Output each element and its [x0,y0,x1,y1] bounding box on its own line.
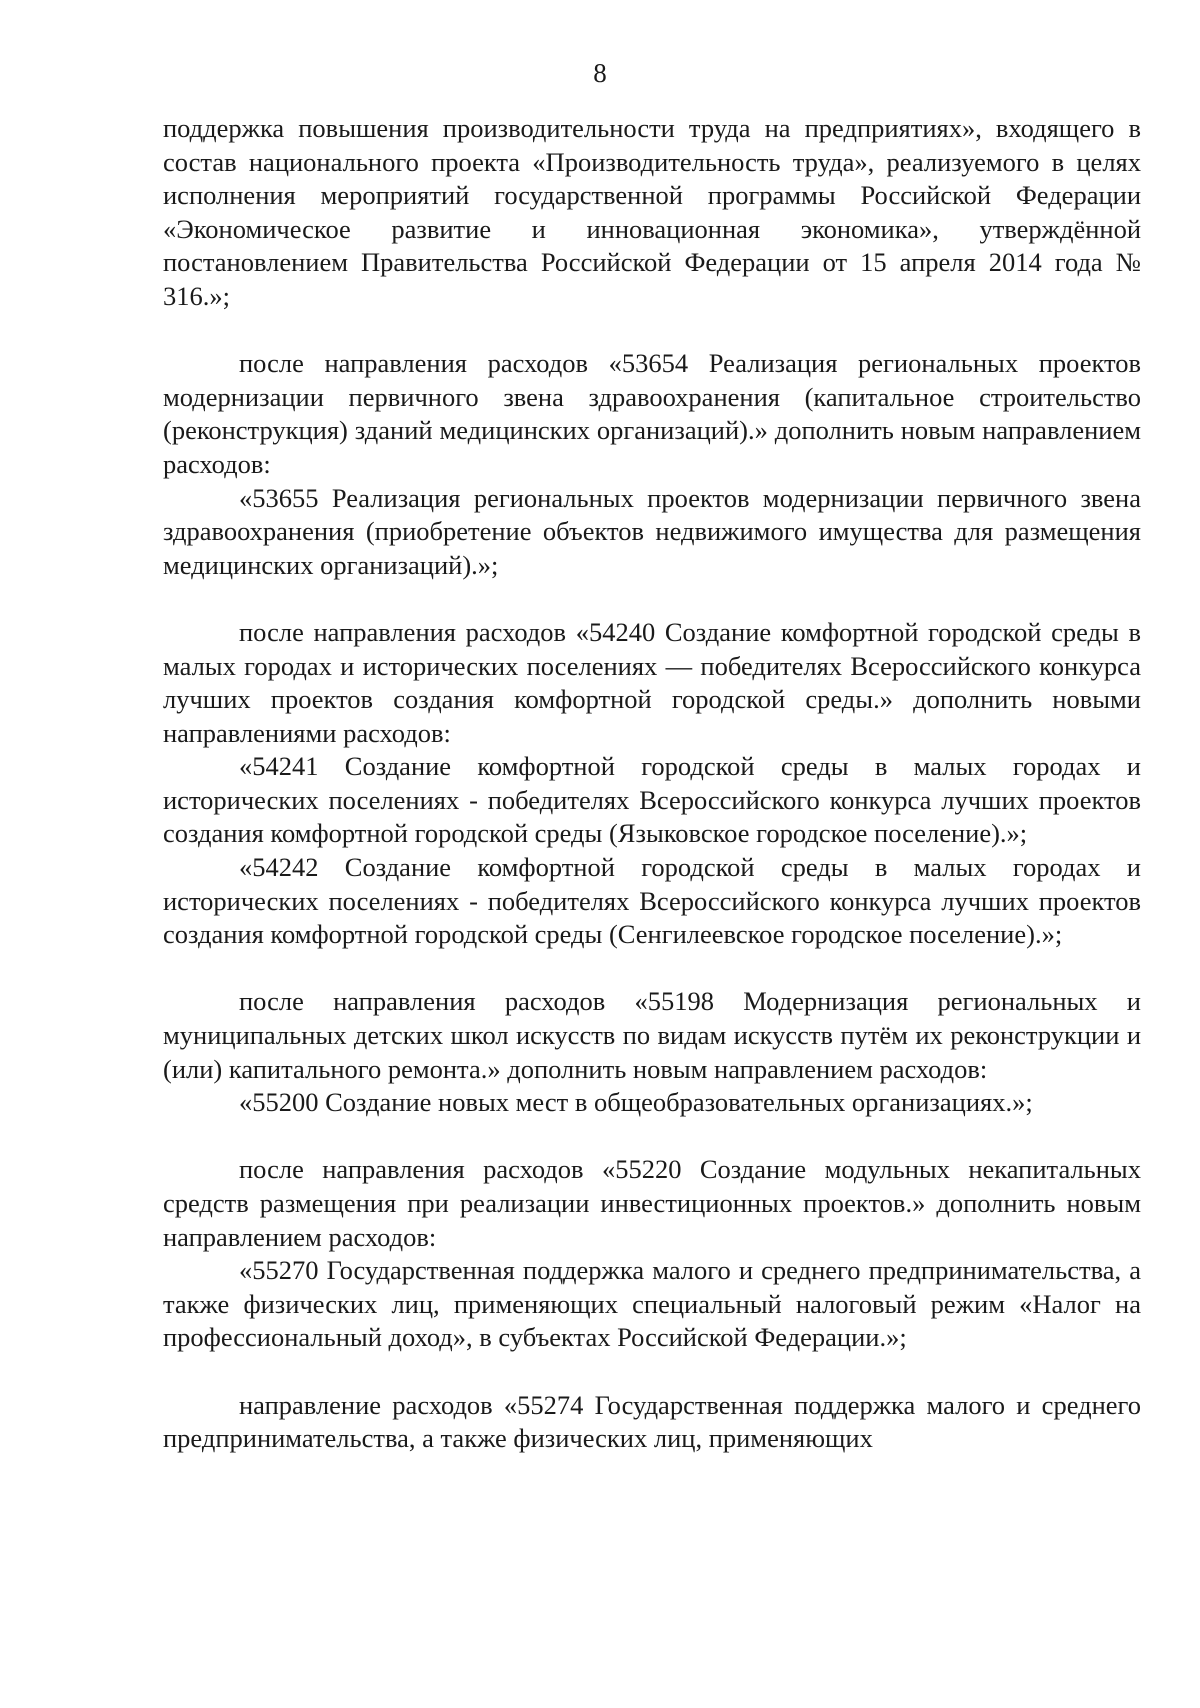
paragraph-amendment-54240: после направления расходов «54240 Создание комфортной городской среды в малых городах и исторических поселениях — победителях Всероссийского конкурса лучших проектов создания комфортной городской среды.» дополнить новыми направлениями расходов: [163,616,1141,748]
paragraph-continuation: поддержка повышения производительности труда на предприятиях», входящего в состав национального проекта «Производительность труда», реализуемого в целях исполнения мероприятий государственной программы Российской Федерации «Экономическое развитие и инновационная экономика», утверждённой постановлением Правительства Российской Федерации от 15 апреля 2014 года № 316.»; [163,113,1141,311]
paragraph-amendment-53654: после направления расходов «53654 Реализация региональных проектов модернизации первичного звена здравоохранения (капитальное строительство (реконструкция) зданий медицинских организаций).» дополнить новым направлением расходов: [163,348,1141,479]
paragraph-new-item-55200: «55200 Создание новых мест в общеобразовательных организациях.»; [239,1087,1033,1118]
paragraph-amendment-55198: после направления расходов «55198 Модернизация региональных и муниципальных детских школ искусств по видам искусств путём их реконструкции и (или) капитального ремонта.» дополнить новым направлением расходов: [163,986,1141,1084]
paragraph-amendment-55274: направление расходов «55274 Государственная поддержка малого и среднего предпринимательства, а также физических лиц, применяющих [163,1389,1141,1454]
paragraph-new-item-54241: «54241 Создание комфортной городской среды в малых городах и исторических поселениях - победителях Всероссийского конкурса лучших проектов создания комфортной городской среды (Языковское городское поселение).»; [163,751,1141,849]
paragraph-new-item-54242: «54242 Создание комфортной городской среды в малых городах и исторических поселениях - победителях Всероссийского конкурса лучших проектов создания комфортной городской среды (Сенгилеевское городское поселение).»; [163,852,1141,950]
document-body [163,112,1141,1456]
page-number: 8 [593,58,607,88]
paragraph-amendment-55220: после направления расходов «55220 Создание модульных некапитальных средств размещения при реализации инвестиционных проектов.» дополнить новым направлением расходов: [163,1154,1141,1252]
paragraph-new-item-55270: «55270 Государственная поддержка малого и среднего предпринимательства, а также физических лиц, применяющих специальный налоговый режим «Налог на профессиональный доход», в субъектах Российской Федерации.»; [163,1255,1141,1353]
paragraph-new-item-53655: «53655 Реализация региональных проектов модернизации первичного звена здравоохранения (приобретение объектов недвижимого имущества для размещения медицинских организаций).»; [163,482,1141,580]
